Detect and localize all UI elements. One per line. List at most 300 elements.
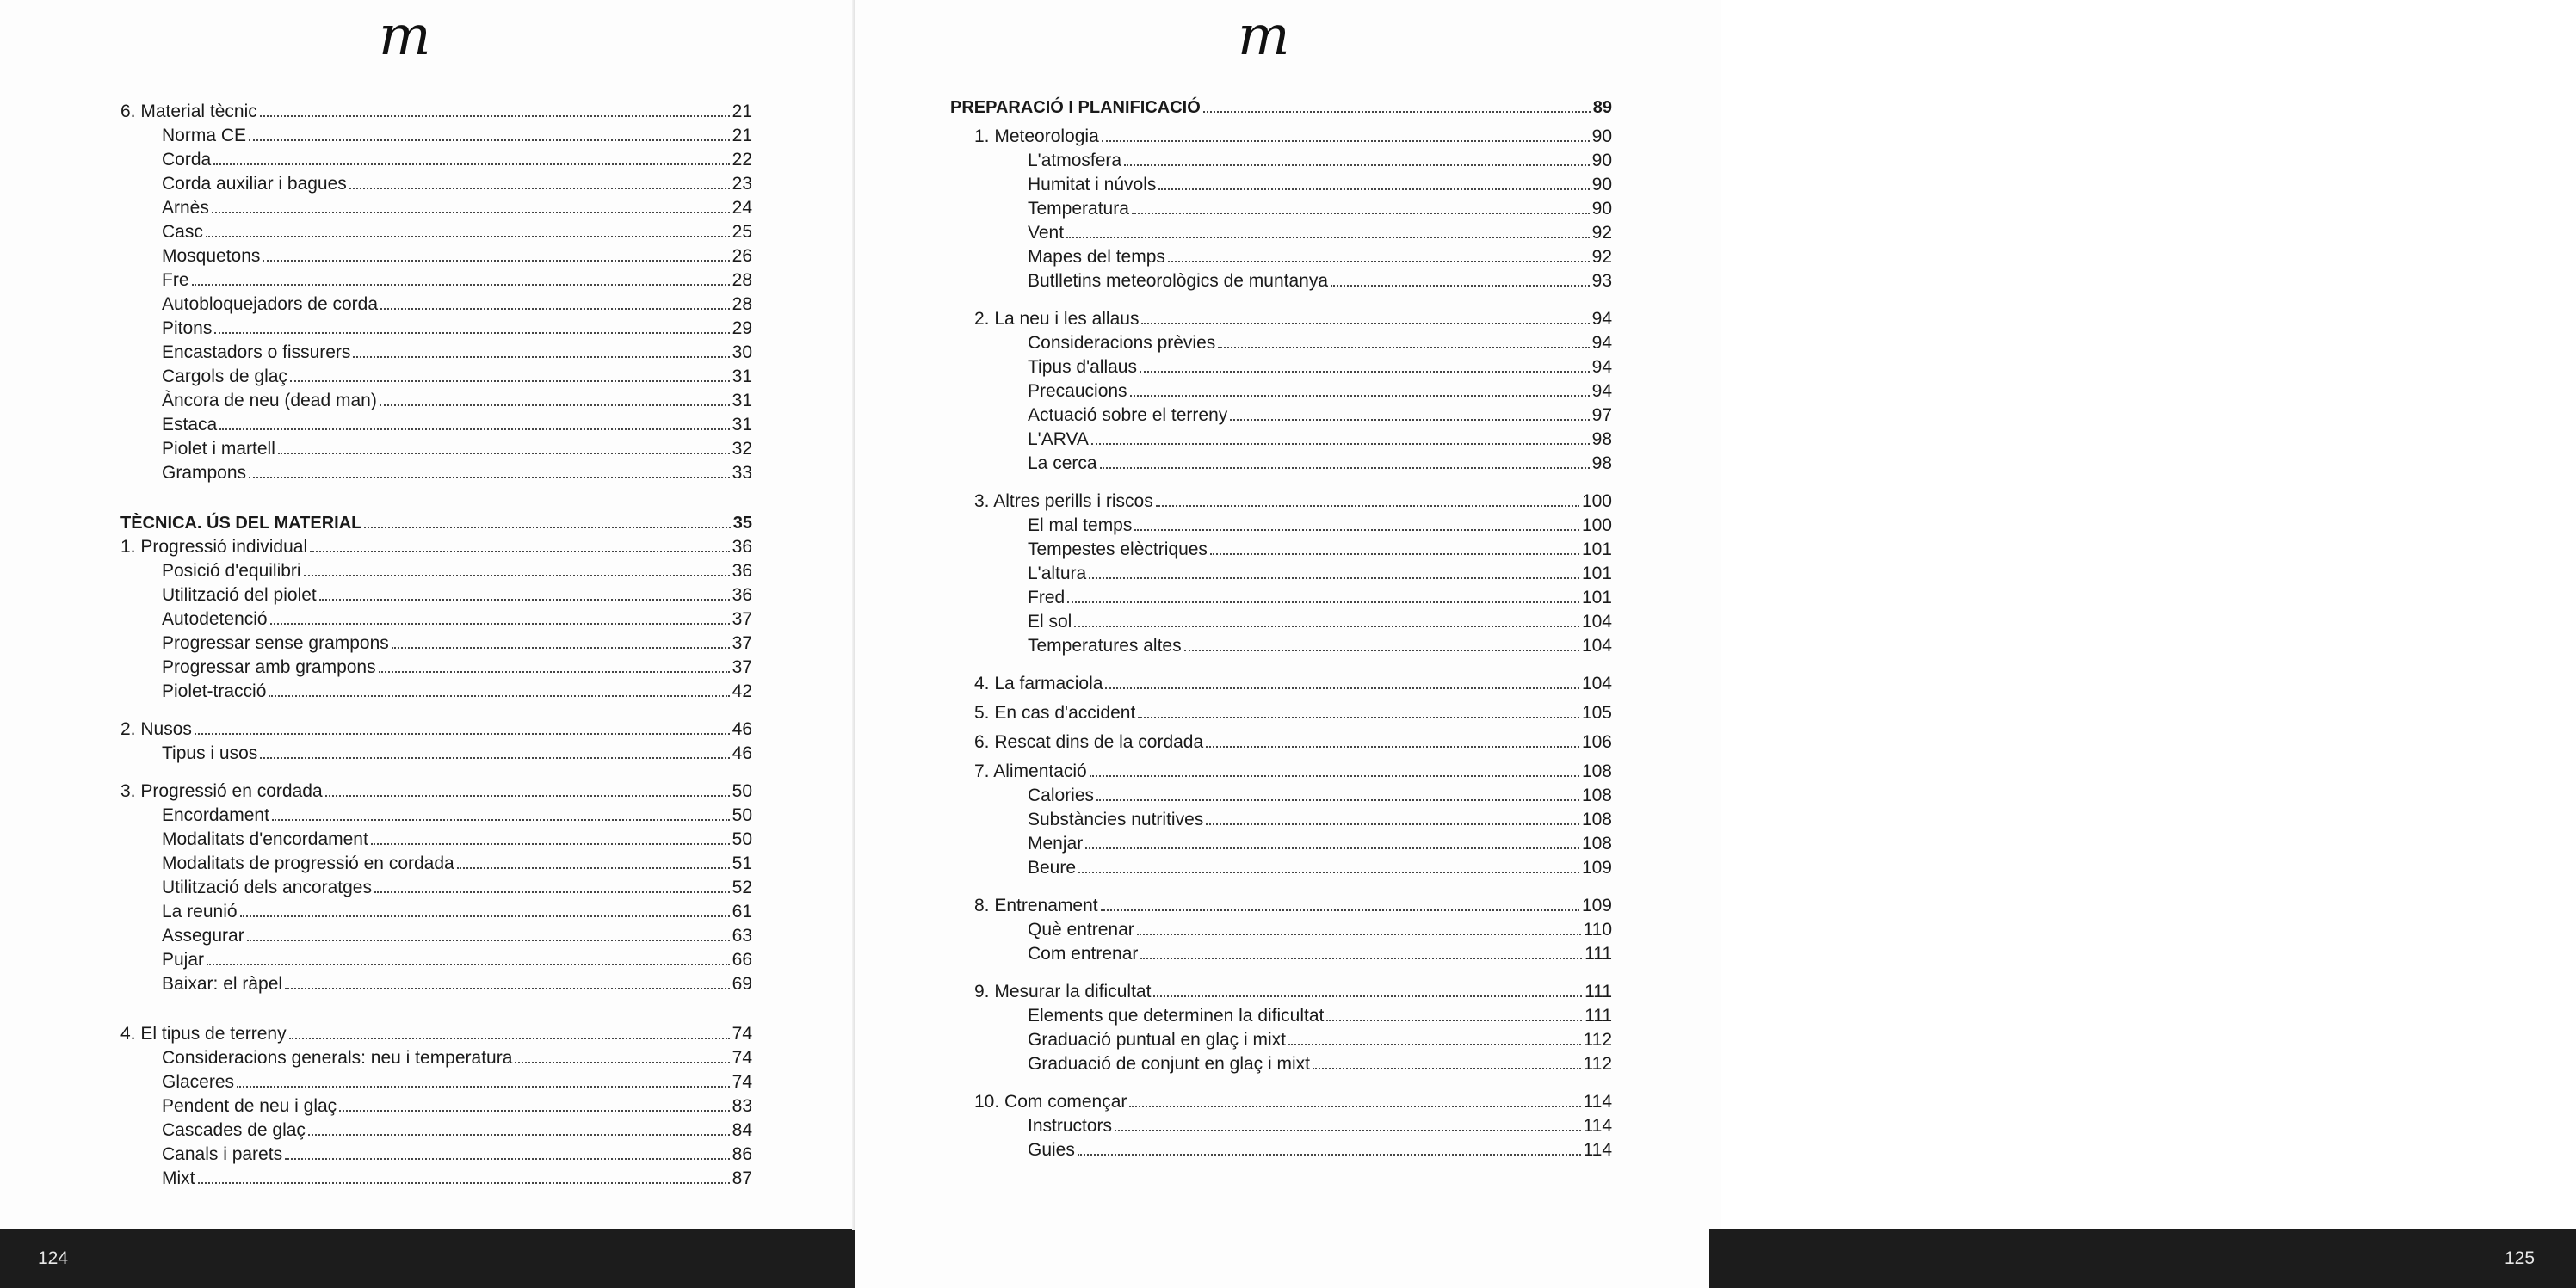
toc-section — [950, 918, 1612, 942]
toc-section — [950, 452, 1612, 476]
dot-leader — [198, 1182, 730, 1184]
toc-section — [950, 221, 1612, 245]
toc-entry-page: 32 — [732, 439, 752, 459]
toc-entry-title: Grampons — [162, 463, 247, 483]
dot-leader — [1067, 601, 1579, 603]
toc-section — [950, 149, 1612, 173]
page-number-left: 124 — [38, 1248, 69, 1268]
toc-spacer — [950, 658, 1612, 672]
toc-entry-page: 94 — [1591, 333, 1612, 353]
toc-entry-page: 90 — [1591, 199, 1612, 219]
toc-spacer — [120, 704, 752, 718]
dot-leader — [371, 843, 730, 845]
toc-entry-page: 90 — [1591, 126, 1612, 146]
toc-section — [120, 1143, 752, 1167]
toc-entry-title: PREPARACIÓ I PLANIFICACIÓ — [950, 98, 1201, 117]
toc-entry-title: Autobloquejadors de corda — [162, 294, 379, 314]
dot-leader — [1090, 775, 1579, 777]
toc-section — [120, 559, 752, 583]
toc-entry-page: 98 — [1591, 453, 1612, 473]
dot-leader — [1096, 799, 1579, 801]
toc-entry-page: 29 — [732, 318, 752, 338]
toc-entry-title: Encastadors o fissurers — [162, 342, 351, 362]
logo-mark: m — [379, 4, 429, 68]
toc-entry-title: Estaca — [162, 415, 218, 434]
dot-leader — [1078, 1154, 1581, 1156]
dot-leader — [1085, 847, 1579, 849]
toc-entry-page: 104 — [1581, 674, 1612, 693]
toc-entry-title: Menjar — [1028, 834, 1084, 854]
toc-entry-page: 109 — [1581, 858, 1612, 878]
toc-section — [120, 220, 752, 244]
toc-section — [950, 856, 1612, 880]
toc-entry-title: El sol — [1028, 612, 1072, 632]
dot-leader — [1091, 443, 1590, 445]
toc-entry-title: 7. Alimentació — [974, 761, 1087, 781]
toc-entry-page: 87 — [732, 1168, 752, 1188]
dot-leader — [213, 163, 729, 165]
toc-entry-title: Tempestes elèctriques — [1028, 539, 1208, 559]
toc-entry-page: 93 — [1591, 271, 1612, 291]
toc-entry-page: 42 — [732, 681, 752, 701]
toc-chapter — [950, 701, 1612, 725]
toc-section — [950, 355, 1612, 379]
dot-leader — [290, 380, 730, 382]
toc-entry-title: L'ARVA — [1028, 429, 1089, 449]
toc-section — [120, 876, 752, 900]
toc-entry-page: 31 — [732, 391, 752, 410]
toc-section — [950, 1028, 1612, 1052]
dot-leader — [192, 284, 730, 286]
toc-section — [950, 562, 1612, 586]
toc-entry-page: 112 — [1583, 1054, 1612, 1074]
toc-section — [120, 172, 752, 196]
dot-leader — [285, 1158, 730, 1160]
toc-entry-title: Autodetenció — [162, 609, 268, 629]
toc-entry-title: Fre — [162, 270, 189, 290]
toc-entry-title: Norma CE — [162, 126, 247, 145]
toc-entry-title: 1. Progressió individual — [120, 537, 308, 557]
dot-leader — [263, 260, 729, 262]
dot-leader — [214, 332, 729, 334]
toc-chapter — [950, 1090, 1612, 1114]
toc-entry-page: 28 — [732, 294, 752, 314]
toc-section — [950, 379, 1612, 404]
toc-section — [950, 404, 1612, 428]
toc-entry-page: 37 — [732, 633, 752, 653]
toc-entry-page: 69 — [732, 974, 752, 994]
toc-spacer — [120, 996, 752, 1022]
dot-leader — [1078, 872, 1579, 873]
toc-section — [120, 1167, 752, 1191]
dot-leader — [1331, 285, 1590, 287]
toc-section — [120, 656, 752, 680]
toc-entry-page: 36 — [732, 585, 752, 605]
toc-section — [950, 634, 1612, 658]
toc-entry-page: 112 — [1583, 1030, 1612, 1050]
toc-entry-title: Consideracions generals: neu i temperatura — [162, 1048, 513, 1068]
toc-entry-page: 51 — [732, 854, 752, 873]
toc-section — [120, 461, 752, 485]
table-of-contents-right — [950, 96, 1612, 1162]
toc-entry-page: 100 — [1581, 491, 1612, 511]
toc-section — [120, 268, 752, 293]
toc-entry-page: 50 — [732, 829, 752, 849]
toc-entry-title: Consideracions prèvies — [1028, 333, 1216, 353]
dot-leader — [1140, 958, 1582, 959]
toc-entry-page: 101 — [1581, 588, 1612, 607]
toc-entry-title: Casc — [162, 222, 203, 242]
toc-entry-title: Mixt — [162, 1168, 195, 1188]
toc-section — [120, 293, 752, 317]
dot-leader — [364, 527, 730, 528]
toc-entry-page: 90 — [1591, 151, 1612, 170]
toc-entry-page: 37 — [732, 657, 752, 677]
toc-section — [950, 331, 1612, 355]
toc-entry-page: 101 — [1581, 539, 1612, 559]
dot-leader — [310, 551, 730, 552]
toc-entry-page: 94 — [1591, 381, 1612, 401]
toc-section — [950, 245, 1612, 269]
dot-leader — [1140, 371, 1590, 373]
toc-entry-page: 104 — [1581, 612, 1612, 632]
toc-entry-title: Tipus d'allaus — [1028, 357, 1137, 377]
toc-section — [120, 1094, 752, 1119]
toc-section — [950, 1114, 1612, 1138]
dot-leader — [1130, 395, 1590, 397]
toc-entry-title: Com entrenar — [1028, 944, 1139, 964]
toc-spacer — [950, 966, 1612, 980]
toc-entry-title: Modalitats d'encordament — [162, 829, 368, 849]
toc-entry-page: 33 — [732, 463, 752, 483]
toc-entry-title: 8. Entrenament — [974, 896, 1098, 915]
toc-section — [120, 196, 752, 220]
toc-entry-page: 26 — [732, 246, 752, 266]
dot-leader — [304, 575, 730, 576]
toc-section — [950, 586, 1612, 610]
dot-leader — [1089, 577, 1579, 579]
dot-leader — [1074, 626, 1579, 627]
toc-entry-title: Canals i parets — [162, 1144, 283, 1164]
dot-leader — [206, 236, 730, 237]
toc-section — [120, 1070, 752, 1094]
toc-entry-page: 114 — [1583, 1092, 1612, 1112]
page-footer-right — [1709, 1229, 2576, 1288]
dot-leader — [1102, 140, 1590, 142]
toc-section — [120, 632, 752, 656]
toc-entry-title: L'atmosfera — [1028, 151, 1122, 170]
toc-chapter — [950, 894, 1612, 918]
toc-entry-page: 50 — [732, 805, 752, 825]
toc-entry-title: Fred — [1028, 588, 1066, 607]
toc-entry-title: 2. La neu i les allaus — [974, 309, 1140, 329]
toc-section — [950, 538, 1612, 562]
toc-entry-page: 111 — [1585, 944, 1612, 964]
toc-entry-title: 6. Material tècnic — [120, 102, 257, 121]
dot-leader — [353, 356, 729, 358]
dot-leader — [1138, 717, 1579, 718]
toc-entry-title: Progressar sense grampons — [162, 633, 389, 653]
toc-entry-page: 104 — [1581, 636, 1612, 656]
dot-leader — [1124, 164, 1590, 166]
dot-leader — [1210, 553, 1579, 555]
toc-entry-page: 24 — [732, 198, 752, 218]
toc-section — [120, 948, 752, 972]
logo-mark: m — [1238, 4, 1288, 68]
toc-section — [950, 197, 1612, 221]
toc-spacer — [950, 476, 1612, 490]
dot-leader — [515, 1062, 729, 1063]
toc-chapter — [120, 100, 752, 124]
toc-entry-page: 25 — [732, 222, 752, 242]
left-page — [0, 0, 855, 1288]
toc-entry-page: 21 — [732, 126, 752, 145]
toc-entry-page: 89 — [1592, 98, 1612, 117]
dot-leader — [270, 623, 730, 625]
toc-entry-title: Arnès — [162, 198, 209, 218]
toc-entry-title: Actuació sobre el terreny — [1028, 405, 1228, 425]
toc-entry-title: Cargols de glaç — [162, 367, 287, 386]
toc-entry-title: Temperatures altes — [1028, 636, 1182, 656]
toc-entry-title: Butlletins meteorològics de muntanya — [1028, 271, 1329, 291]
toc-entry-page: 74 — [732, 1072, 752, 1092]
toc-section — [950, 942, 1612, 966]
dot-leader — [1326, 1020, 1582, 1021]
toc-entry-title: 3. Altres perills i riscos — [974, 491, 1153, 511]
toc-spacer — [120, 766, 752, 780]
toc-entry-page: 84 — [732, 1120, 752, 1140]
toc-entry-title: Guies — [1028, 1140, 1075, 1160]
dot-leader — [195, 733, 730, 735]
toc-entry-page: 36 — [732, 561, 752, 581]
toc-entry-page: 61 — [732, 902, 752, 921]
dot-leader — [319, 599, 730, 601]
toc-section — [950, 269, 1612, 293]
toc-entry-page: 108 — [1581, 761, 1612, 781]
dot-leader — [249, 139, 730, 141]
toc-entry-page: 36 — [732, 537, 752, 557]
toc-entry-title: Calories — [1028, 786, 1095, 805]
toc-section — [120, 413, 752, 437]
toc-spacer — [120, 485, 752, 511]
toc-entry-title: Pendent de neu i glaç — [162, 1096, 337, 1116]
toc-entry-page: 108 — [1581, 810, 1612, 829]
toc-entry-page: 35 — [732, 514, 752, 533]
toc-entry-page: 100 — [1581, 515, 1612, 535]
dot-leader — [1206, 823, 1579, 825]
toc-section — [120, 900, 752, 924]
dot-leader — [1132, 213, 1590, 214]
dot-leader — [272, 819, 730, 821]
dot-leader — [1129, 1106, 1580, 1107]
toc-entry-title: Utilització dels ancoratges — [162, 878, 372, 897]
toc-entry-title: 5. En cas d'accident — [974, 703, 1136, 723]
toc-section — [120, 607, 752, 632]
dot-leader — [1137, 934, 1581, 935]
dot-leader — [1218, 347, 1589, 348]
dot-leader — [1115, 1130, 1580, 1131]
toc-entry-title: Piolet-tracció — [162, 681, 267, 701]
toc-entry-title: Pujar — [162, 950, 205, 970]
toc-section — [120, 437, 752, 461]
toc-section — [120, 852, 752, 876]
dot-leader — [339, 1110, 729, 1112]
toc-entry-title: Elements que determinen la dificultat — [1028, 1006, 1325, 1026]
toc-chapter — [120, 1022, 752, 1046]
dot-leader — [380, 308, 730, 310]
toc-entry-title: Substàncies nutritives — [1028, 810, 1204, 829]
toc-entry-page: 101 — [1581, 564, 1612, 583]
toc-entry-page: 46 — [732, 719, 752, 739]
toc-entry-page: 110 — [1583, 920, 1612, 940]
toc-chapter — [950, 760, 1612, 784]
toc-section — [120, 680, 752, 704]
toc-entry-title: Vent — [1028, 223, 1065, 243]
dot-leader — [269, 695, 729, 697]
dot-leader — [1153, 995, 1582, 997]
toc-entry-title: 2. Nusos — [120, 719, 192, 739]
toc-chapter — [950, 730, 1612, 755]
toc-entry-page: 52 — [732, 878, 752, 897]
toc-entry-title: Utilització del piolet — [162, 585, 317, 605]
dot-leader — [1313, 1068, 1581, 1069]
toc-entry-page: 21 — [732, 102, 752, 121]
toc-entry-page: 109 — [1581, 896, 1612, 915]
dot-leader — [380, 404, 730, 406]
toc-section — [120, 317, 752, 341]
toc-entry-title: Temperatura — [1028, 199, 1129, 219]
toc-entry-page: 22 — [732, 150, 752, 169]
toc-section — [120, 1046, 752, 1070]
toc-entry-page: 105 — [1581, 703, 1612, 723]
dot-leader — [260, 115, 730, 117]
dot-leader — [247, 940, 730, 941]
toc-entry-page: 92 — [1591, 247, 1612, 267]
toc-section — [120, 804, 752, 828]
toc-entry-page: 63 — [732, 926, 752, 946]
toc-part-heading — [120, 511, 752, 535]
toc-entry-page: 28 — [732, 270, 752, 290]
dot-leader — [325, 795, 730, 797]
toc-section — [950, 1004, 1612, 1028]
dot-leader — [1105, 687, 1579, 689]
dot-leader — [285, 988, 730, 989]
dot-leader — [308, 1134, 730, 1136]
toc-entry-title: La cerca — [1028, 453, 1097, 473]
toc-entry-title: Precaucions — [1028, 381, 1127, 401]
toc-section — [950, 610, 1612, 634]
toc-entry-title: Instructors — [1028, 1116, 1113, 1136]
toc-entry-page: 97 — [1591, 405, 1612, 425]
toc-entry-page: 114 — [1583, 1140, 1612, 1160]
toc-entry-title: Progressar amb grampons — [162, 657, 376, 677]
toc-spacer — [950, 293, 1612, 307]
dot-leader — [1141, 323, 1589, 324]
toc-section — [120, 124, 752, 148]
dot-leader — [1156, 505, 1579, 507]
toc-entry-title: Piolet i martell — [162, 439, 275, 459]
toc-entry-page: 114 — [1583, 1116, 1612, 1136]
toc-entry-page: 31 — [732, 415, 752, 434]
toc-section — [120, 583, 752, 607]
toc-entry-title: 9. Mesurar la dificultat — [974, 982, 1152, 1001]
toc-entry-page: 94 — [1591, 309, 1612, 329]
dot-leader — [1203, 111, 1591, 113]
table-of-contents-left — [120, 100, 752, 1191]
toc-entry-title: Encordament — [162, 805, 269, 825]
dot-leader — [1101, 909, 1579, 911]
toc-entry-title: 3. Progressió en cordada — [120, 781, 323, 801]
toc-entry-title: Baixar: el ràpel — [162, 974, 283, 994]
toc-entry-page: 23 — [732, 174, 752, 194]
toc-entry-page: 86 — [732, 1144, 752, 1164]
dot-leader — [1134, 529, 1579, 531]
toc-entry-title: L'altura — [1028, 564, 1087, 583]
toc-entry-title: Què entrenar — [1028, 920, 1134, 940]
right-page — [855, 0, 2536, 1288]
dot-leader — [1158, 188, 1589, 190]
toc-section — [120, 389, 752, 413]
toc-entry-title: Mosquetons — [162, 246, 261, 266]
toc-entry-title: Cascades de glaç — [162, 1120, 306, 1140]
toc-section — [120, 148, 752, 172]
toc-entry-page: 108 — [1581, 834, 1612, 854]
toc-section — [120, 972, 752, 996]
dot-leader — [207, 964, 730, 965]
dot-leader — [1288, 1044, 1581, 1045]
dot-leader — [1066, 237, 1590, 238]
toc-entry-title: 4. El tipus de terreny — [120, 1024, 287, 1044]
dot-leader — [212, 212, 730, 213]
dot-leader — [219, 428, 729, 430]
dot-leader — [349, 188, 730, 189]
toc-entry-page: 98 — [1591, 429, 1612, 449]
toc-section — [120, 828, 752, 852]
toc-entry-title: Corda auxiliar i bagues — [162, 174, 347, 194]
dot-leader — [240, 915, 730, 917]
dot-leader — [392, 647, 730, 649]
toc-entry-page: 111 — [1585, 982, 1612, 1001]
toc-entry-title: 10. Com començar — [974, 1092, 1127, 1112]
toc-entry-page: 30 — [732, 342, 752, 362]
toc-entry-page: 94 — [1591, 357, 1612, 377]
toc-spacer — [950, 1076, 1612, 1090]
toc-section — [950, 832, 1612, 856]
toc-entry-title: Tipus i usos — [162, 743, 258, 763]
dot-leader — [1100, 467, 1590, 469]
toc-entry-page: 111 — [1585, 1006, 1612, 1026]
toc-chapter — [950, 307, 1612, 331]
toc-entry-title: 1. Meteorologia — [974, 126, 1099, 146]
toc-chapter — [950, 125, 1612, 149]
toc-chapter — [120, 780, 752, 804]
toc-entry-title: Àncora de neu (dead man) — [162, 391, 377, 410]
toc-entry-page: 66 — [732, 950, 752, 970]
dot-leader — [457, 867, 730, 869]
dot-leader — [1206, 746, 1579, 748]
toc-entry-title: Glaceres — [162, 1072, 235, 1092]
toc-entry-page: 31 — [732, 367, 752, 386]
toc-entry-title: 6. Rescat dins de la cordada — [974, 732, 1204, 752]
toc-section — [950, 1138, 1612, 1162]
toc-chapter — [950, 672, 1612, 696]
toc-section — [120, 244, 752, 268]
page-footer-left — [0, 1229, 855, 1288]
toc-entry-page: 37 — [732, 609, 752, 629]
toc-entry-title: Modalitats de progressió en cordada — [162, 854, 454, 873]
toc-entry-title: Pitons — [162, 318, 213, 338]
toc-section — [950, 173, 1612, 197]
